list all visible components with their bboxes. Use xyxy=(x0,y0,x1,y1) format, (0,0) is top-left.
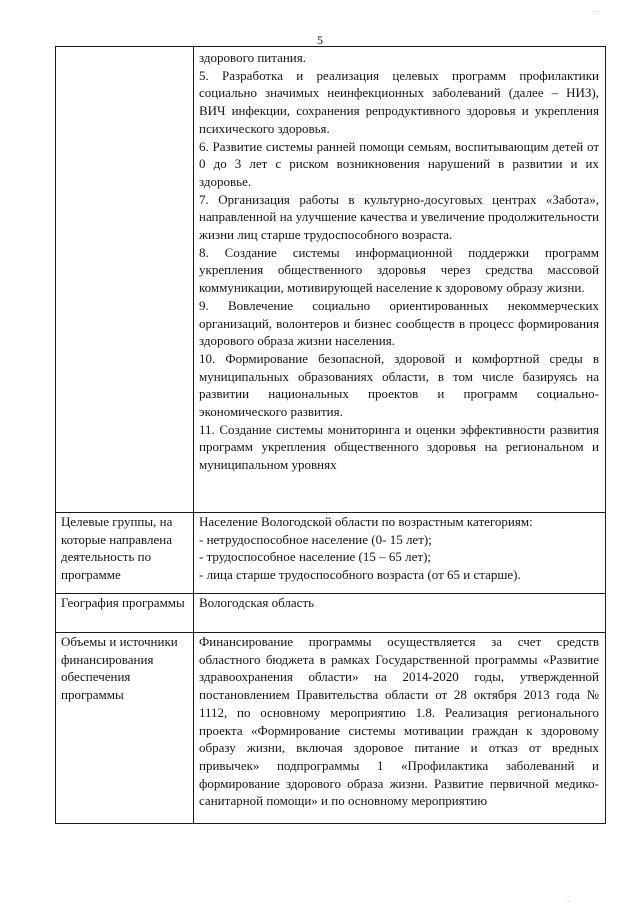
task-paragraph: 10. Формирование безопасной, здоровой и комфортной среды в муниципальных образованиях области, в том числе базируясь на развитии национальных проектов и программ социально-экономического развития. xyxy=(199,350,599,420)
target-group-line: - лица старше трудоспособного возраста (от 65 и старше). xyxy=(199,567,521,583)
geography-value: Вологодская область xyxy=(199,595,315,610)
table-row-tasks xyxy=(56,47,606,513)
row-label-empty xyxy=(56,47,194,513)
funding-paragraph: Финансирование программы осуществляется за счет средств областного бюджета в рамках Государственной программы «Развитие здравоохранения области» на 2014-2020 годы, утвержденной постановлением Правительства области от 28 октября 2013 года № 1112, по основному мероприятию 1.8. Реализация регионального проекта «Формирование системы мотивации граждан к здоровому образу жизни, включая здоровое питание и отказ от вредных привычек» подпрограммы 1 «Профилактика заболеваний и формирование здорового образа жизни. Развитие первичной медико-санитарной помощи» и по основному мероприятию xyxy=(199,634,599,809)
task-paragraph: 11. Создание системы мониторинга и оценки эффективности развития программ укрепления общественного здоровья на региональном и муниципальном уровнях xyxy=(199,421,599,473)
task-paragraph: 5. Разработка и реализация целевых программ профилактики социально значимых неинфекционных заболеваний (далее – НИЗ), ВИЧ инфекции, сохранения репродуктивного здоровья и укрепления психического здоровья. xyxy=(199,67,599,136)
program-passport-table xyxy=(55,46,606,824)
table-row-funding xyxy=(56,633,606,824)
task-paragraph: 9. Вовлечение социально ориентированных некоммерческих организаций, волонтеров и бизнес сообществ в процесс формирования здорового образа жизни населения. xyxy=(199,297,599,349)
bottom-mark: ... xyxy=(566,898,571,904)
tasks-cell xyxy=(194,47,606,513)
target-groups-label: Целевые группы, на которые направлена деятельность по программе xyxy=(56,513,194,594)
corner-mark: ... xyxy=(591,6,600,14)
page-number: 5 xyxy=(317,33,323,47)
funding-cell xyxy=(194,633,606,824)
task-paragraph: 8. Создание системы информационной поддержки программ укрепления общественного здоровья через средства массовой коммуникации, мотивирующей население к здоровому образу жизни. xyxy=(199,244,599,296)
task-paragraph: 6. Развитие системы ранней помощи семьям, воспитывающим детей от 0 до 3 лет с риском возникновения нарушений в развитии и их здоровье. xyxy=(199,138,599,189)
target-group-line: - трудоспособное население (15 – 65 лет); xyxy=(199,549,432,565)
funding-label: Объемы и источники финансирования обеспечения программы xyxy=(56,633,194,824)
table-row-geography xyxy=(56,594,606,633)
geography-label: География программы xyxy=(56,594,194,633)
table-row-target-groups xyxy=(56,513,606,594)
task-paragraph: здорового питания. xyxy=(199,50,306,65)
target-group-line: - нетрудоспособное население (0- 15 лет); xyxy=(199,531,432,547)
geography-cell xyxy=(194,594,606,633)
task-paragraph: 7. Организация работы в культурно-досуговых центрах «Забота», направленной на улучшение качества и увеличение продолжительности жизни лиц старше трудоспособного возраста. xyxy=(199,191,599,243)
target-group-line: Население Вологодской области по возрастным категориям: xyxy=(199,514,533,529)
target-groups-cell xyxy=(194,513,606,594)
